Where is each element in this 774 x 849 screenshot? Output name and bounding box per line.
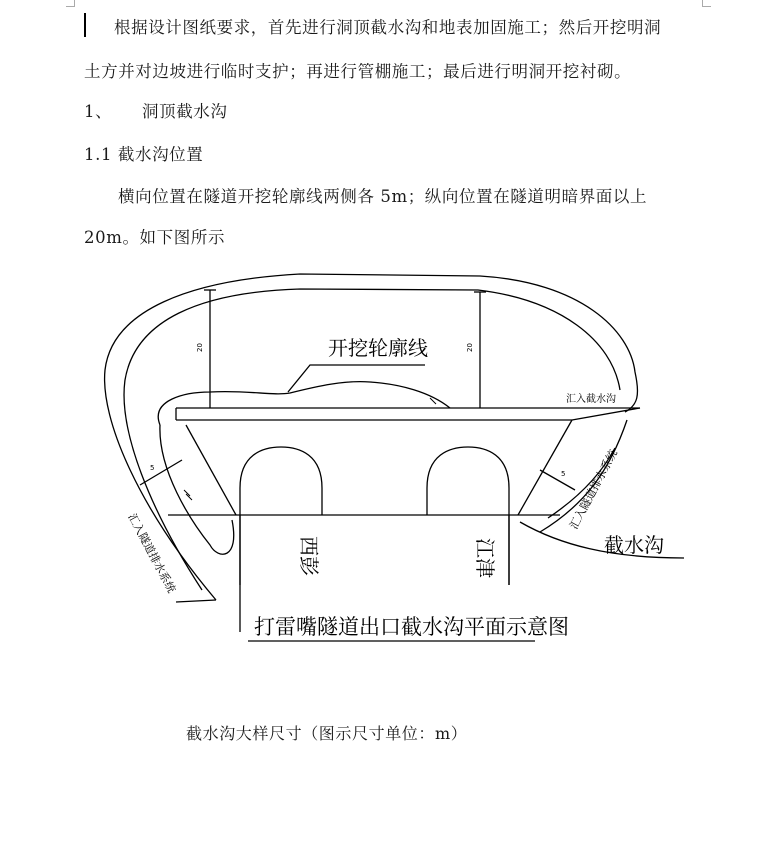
slope-right — [518, 420, 572, 515]
dim-label-side-left: 5 — [150, 464, 155, 472]
paragraph-1-line-1: 根据设计图纸要求，首先进行洞顶截水沟和地表加固施工；然后开挖明洞 — [114, 18, 662, 37]
figure-title: 打雷嘴隧道出口截水沟平面示意图 — [254, 615, 569, 639]
dim-label-side-right: 5 — [561, 470, 566, 478]
figure-caption: 截水沟大样尺寸（图示尺寸单位：m） — [186, 724, 468, 743]
heading-1-text: 洞顶截水沟 — [142, 102, 228, 121]
drain-left-label: 汇入隧道排水系统 — [125, 511, 179, 596]
slope-left — [186, 425, 236, 515]
dim-label-right: 20 — [466, 343, 474, 352]
heading-1-1: 1.1 截水沟位置 — [84, 145, 204, 164]
excavation-contour-label: 开挖轮廓线 — [328, 336, 428, 360]
ditch-inner-loop — [124, 289, 620, 590]
ditch-left-tail — [176, 600, 216, 602]
portal-label-right: 江津 — [473, 538, 497, 578]
ditch-outer-loop — [105, 274, 638, 600]
heading-1-number: 1、 — [84, 102, 113, 121]
drain-right-label: 汇入隧道排水系统 — [567, 447, 620, 532]
paragraph-2-line-1: 横向位置在隧道开挖轮廓线两侧各 5m；纵向位置在隧道明暗界面以上 — [118, 187, 648, 206]
drain-top-right-label: 汇入截水沟 — [566, 394, 616, 405]
portal-label-left: 西彭 — [297, 536, 321, 576]
excavation-contour — [158, 382, 450, 425]
dim-label-left: 20 — [196, 343, 204, 352]
dim-line-side-right — [540, 470, 575, 490]
ditch-label: 截水沟 — [604, 533, 664, 557]
paragraph-1-line-2: 土方并对边坡进行临时支护；再进行管棚施工；最后进行明洞开挖衬砌。 — [84, 62, 632, 81]
paragraph-2-line-2: 20m。如下图所示 — [84, 228, 226, 247]
dim-line-side-left — [140, 460, 182, 485]
